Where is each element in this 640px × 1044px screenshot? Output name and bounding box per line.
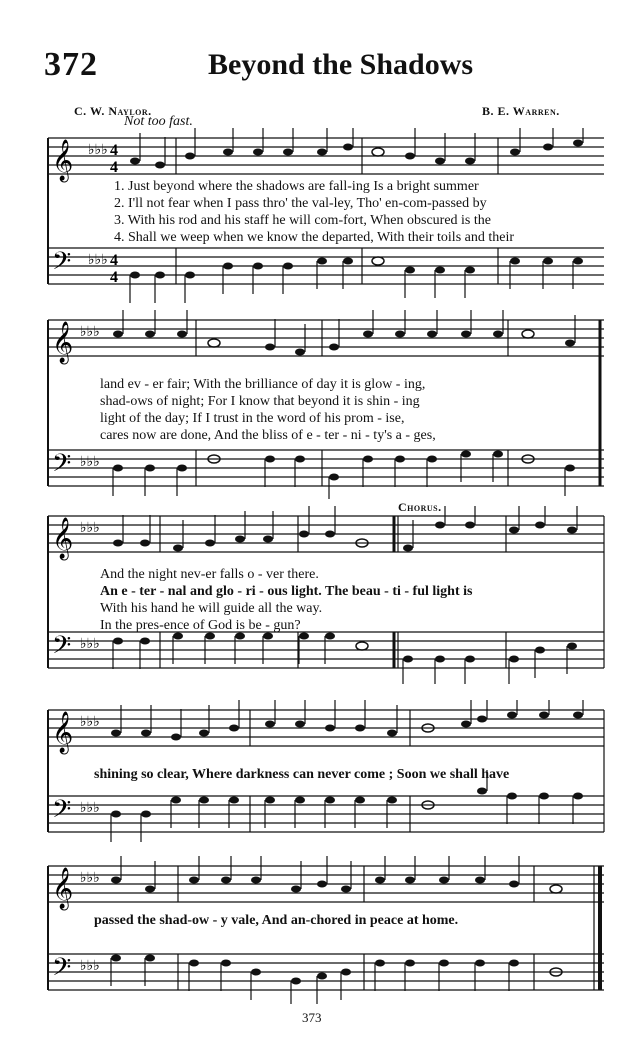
- svg-text:♭♭♭: ♭♭♭: [88, 142, 108, 158]
- svg-text:𝄢: 𝄢: [52, 795, 72, 830]
- svg-text:𝄞: 𝄞: [52, 868, 74, 909]
- chorus-lyric-2: passed the shad-ow - y vale, And an-chored in peace at home.: [94, 913, 459, 928]
- music-credit: B. E. Warren.: [482, 104, 560, 118]
- svg-text:4: 4: [110, 269, 118, 286]
- words-credit: C. W. Naylor.: [74, 104, 152, 118]
- verse-lines-3: [100, 566, 472, 634]
- verse-lines-2: [100, 376, 436, 444]
- verse-2-line-1: 2. I'll not fear when I pass thro' the val-ley, Tho' en-com-passed by: [114, 196, 487, 211]
- svg-text:𝄢: 𝄢: [52, 631, 72, 666]
- svg-text:♭♭♭: ♭♭♭: [80, 714, 100, 730]
- svg-text:𝄢: 𝄢: [52, 953, 72, 988]
- hymn-title: Beyond the Shadows: [208, 48, 474, 81]
- chorus-label: Chorus.: [398, 500, 442, 514]
- svg-text:♭♭♭: ♭♭♭: [80, 636, 100, 652]
- svg-text:𝄞: 𝄞: [52, 322, 74, 363]
- svg-text:♭♭♭: ♭♭♭: [80, 800, 100, 816]
- verse-3-line-1: 3. With his rod and his staff he will com-fort, When obscured is the: [114, 213, 491, 228]
- svg-text:𝄢: 𝄢: [52, 247, 72, 282]
- hymn-number: 372: [44, 46, 98, 83]
- music-system-5: [0, 856, 640, 1006]
- verse-3-line-3: With his hand he will guide all the way.: [100, 601, 323, 616]
- svg-text:𝄞: 𝄞: [52, 140, 74, 181]
- verse-1-line-2: land ev - er fair; With the brilliance of day it is glow - ing,: [100, 377, 426, 392]
- verse-2-line-2: shad-ows of night; For I know that beyond it is shin - ing: [100, 394, 420, 409]
- verse-1-line-1: 1. Just beyond where the shadows are fall-ing Is a bright summer: [114, 179, 479, 194]
- verse-3-line-2: light of the day; If I trust in the word of his prom - ise,: [100, 411, 405, 426]
- svg-text:𝄢: 𝄢: [52, 449, 72, 484]
- svg-text:♭♭♭: ♭♭♭: [80, 870, 100, 886]
- svg-text:𝄞: 𝄞: [52, 518, 74, 559]
- verse-4-line-1: 4. Shall we weep when we know the departed, With their toils and their: [114, 230, 515, 245]
- svg-text:♭♭♭: ♭♭♭: [80, 454, 100, 470]
- chorus-line-intro: An e - ter - nal and glo - ri - ous light. The beau - ti - ful light is: [100, 584, 473, 599]
- svg-text:4: 4: [110, 252, 118, 269]
- svg-text:♭♭♭: ♭♭♭: [80, 520, 100, 536]
- svg-text:♭♭♭: ♭♭♭: [80, 958, 100, 974]
- svg-text:♭♭♭: ♭♭♭: [80, 324, 100, 340]
- chorus-lyric-1: shining so clear, Where darkness can never come ; Soon we shall have: [94, 767, 510, 782]
- tempo-marking: Not too fast.: [124, 114, 193, 129]
- verse-lines-1: [114, 178, 514, 246]
- svg-text:♭♭♭: ♭♭♭: [88, 252, 108, 268]
- page-number: 373: [302, 1010, 322, 1025]
- svg-text:4: 4: [110, 142, 118, 159]
- svg-text:𝄞: 𝄞: [52, 712, 74, 753]
- verse-4-line-2: cares now are done, And the bliss of e - ter - ni - ty's a - ges,: [100, 428, 436, 443]
- svg-text:4: 4: [110, 159, 118, 176]
- verse-4-line-3: In the pres-ence of God is be - gun?: [100, 618, 301, 633]
- verse-1-line-3: And the night nev-er falls o - ver there.: [100, 567, 319, 582]
